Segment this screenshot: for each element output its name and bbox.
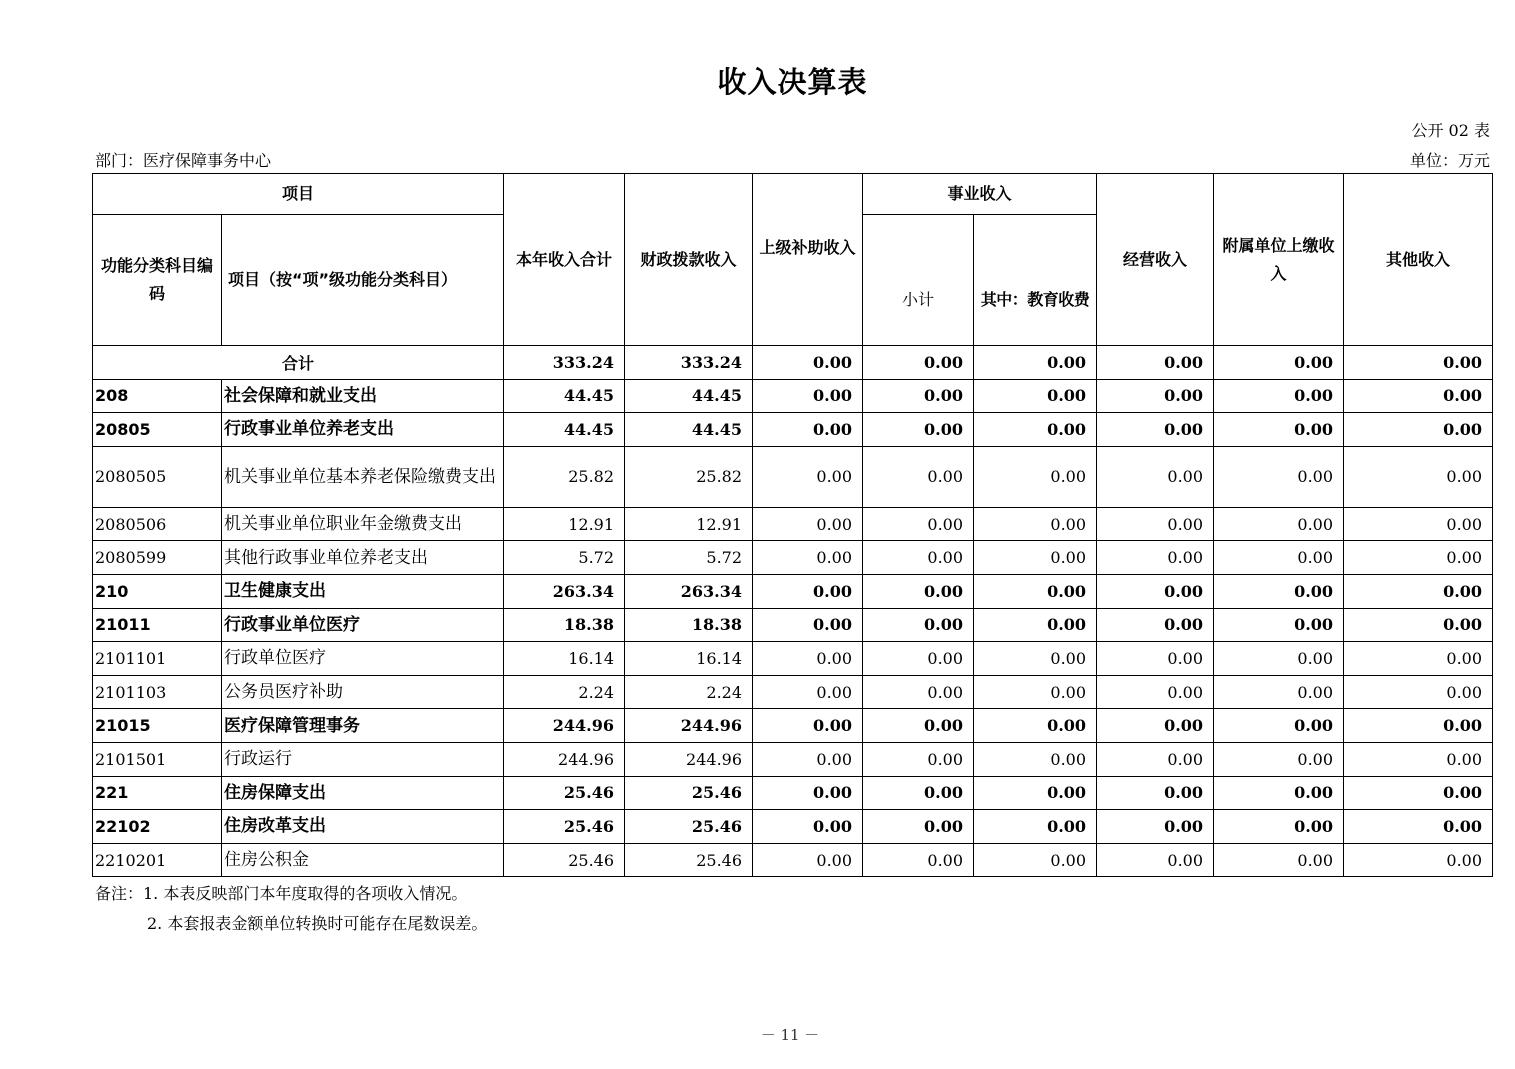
fiscal-cell: 44.45	[625, 413, 753, 447]
affiliated-cell: 0.00	[1214, 507, 1344, 541]
total-superior-subsidy-cell: 0.00	[753, 346, 863, 380]
operating-cell: 0.00	[1097, 675, 1214, 709]
fiscal-cell: 16.14	[625, 642, 753, 676]
table-row	[93, 810, 1493, 844]
header-education-fee: 其中：教育收费	[974, 215, 1097, 346]
code-cell: 208	[93, 379, 222, 413]
fiscal-cell: 25.46	[625, 776, 753, 810]
education-fee-cell: 0.00	[974, 574, 1097, 608]
affiliated-cell: 0.00	[1214, 541, 1344, 575]
other-cell: 0.00	[1344, 843, 1493, 877]
other-cell: 0.00	[1344, 709, 1493, 743]
superior-subsidy-cell: 0.00	[753, 574, 863, 608]
other-cell: 0.00	[1344, 675, 1493, 709]
fiscal-cell: 25.82	[625, 446, 753, 507]
subtotal-cell: 0.00	[863, 709, 974, 743]
fiscal-cell: 25.46	[625, 810, 753, 844]
education-fee-cell: 0.00	[974, 541, 1097, 575]
table-row	[93, 709, 1493, 743]
header-affiliated: 附属单位上缴收入	[1214, 174, 1344, 346]
code-cell: 2080599	[93, 541, 222, 575]
name-cell: 住房改革支出	[222, 810, 504, 844]
subtotal-cell: 0.00	[863, 608, 974, 642]
code-cell: 20805	[93, 413, 222, 447]
header-operating: 经营收入	[1097, 174, 1214, 346]
subtotal-cell: 0.00	[863, 843, 974, 877]
operating-cell: 0.00	[1097, 608, 1214, 642]
table-row	[93, 379, 1493, 413]
name-cell: 医疗保障管理事务	[222, 709, 504, 743]
header-name: 项目（按“项”级功能分类科目）	[222, 215, 504, 346]
fiscal-cell: 18.38	[625, 608, 753, 642]
total-affiliated-cell: 0.00	[1214, 346, 1344, 380]
fiscal-cell: 2.24	[625, 675, 753, 709]
fiscal-cell: 44.45	[625, 379, 753, 413]
code-cell: 2080505	[93, 446, 222, 507]
other-cell: 0.00	[1344, 642, 1493, 676]
fiscal-cell: 244.96	[625, 709, 753, 743]
subtotal-cell: 0.00	[863, 507, 974, 541]
subtotal-cell: 0.00	[863, 446, 974, 507]
subtotal-cell: 0.00	[863, 776, 974, 810]
table-row	[93, 541, 1493, 575]
header-total-income: 本年收入合计	[504, 174, 625, 346]
name-cell: 卫生健康支出	[222, 574, 504, 608]
fiscal-cell: 244.96	[625, 742, 753, 776]
subtotal-cell: 0.00	[863, 742, 974, 776]
fiscal-cell: 263.34	[625, 574, 753, 608]
education-fee-cell: 0.00	[974, 776, 1097, 810]
total-other-cell: 0.00	[1344, 346, 1493, 380]
other-cell: 0.00	[1344, 574, 1493, 608]
affiliated-cell: 0.00	[1214, 810, 1344, 844]
total-subtotal-cell: 0.00	[863, 346, 974, 380]
affiliated-cell: 0.00	[1214, 446, 1344, 507]
total-income-cell: 5.72	[504, 541, 625, 575]
header-item: 项目	[93, 174, 504, 215]
table-row	[93, 446, 1493, 507]
form-number: 公开 02 表	[1411, 121, 1490, 140]
total-income-cell: 25.46	[504, 810, 625, 844]
table-row	[93, 642, 1493, 676]
operating-cell: 0.00	[1097, 709, 1214, 743]
code-cell: 22102	[93, 810, 222, 844]
operating-cell: 0.00	[1097, 541, 1214, 575]
table-row	[93, 675, 1493, 709]
total-income-cell: 263.34	[504, 574, 625, 608]
education-fee-cell: 0.00	[974, 413, 1097, 447]
table-row	[93, 574, 1493, 608]
table-row	[93, 608, 1493, 642]
name-cell: 机关事业单位基本养老保险缴费支出	[222, 446, 504, 507]
code-cell: 21015	[93, 709, 222, 743]
name-cell: 行政事业单位养老支出	[222, 413, 504, 447]
subtotal-cell: 0.00	[863, 413, 974, 447]
code-cell: 2101101	[93, 642, 222, 676]
operating-cell: 0.00	[1097, 776, 1214, 810]
superior-subsidy-cell: 0.00	[753, 709, 863, 743]
superior-subsidy-cell: 0.00	[753, 608, 863, 642]
header-code: 功能分类科目编码	[93, 215, 222, 346]
table-row	[93, 742, 1493, 776]
name-cell: 行政单位医疗	[222, 642, 504, 676]
code-cell: 21011	[93, 608, 222, 642]
unit-label: 单位：万元	[1409, 151, 1490, 170]
subtotal-cell: 0.00	[863, 379, 974, 413]
education-fee-cell: 0.00	[974, 642, 1097, 676]
superior-subsidy-cell: 0.00	[753, 675, 863, 709]
operating-cell: 0.00	[1097, 379, 1214, 413]
operating-cell: 0.00	[1097, 507, 1214, 541]
other-cell: 0.00	[1344, 742, 1493, 776]
notes	[95, 879, 487, 939]
header-other: 其他收入	[1344, 174, 1493, 346]
name-cell: 住房公积金	[222, 843, 504, 877]
affiliated-cell: 0.00	[1214, 574, 1344, 608]
total-total-income-cell: 333.24	[504, 346, 625, 380]
header-row-1	[93, 174, 1493, 215]
header-business-income: 事业收入	[863, 174, 1097, 215]
education-fee-cell: 0.00	[974, 446, 1097, 507]
superior-subsidy-cell: 0.00	[753, 810, 863, 844]
subtotal-cell: 0.00	[863, 810, 974, 844]
superior-subsidy-cell: 0.00	[753, 776, 863, 810]
affiliated-cell: 0.00	[1214, 742, 1344, 776]
page-title: 收入决算表	[717, 65, 868, 99]
total-income-cell: 25.82	[504, 446, 625, 507]
education-fee-cell: 0.00	[974, 742, 1097, 776]
fiscal-cell: 25.46	[625, 843, 753, 877]
total-income-cell: 25.46	[504, 776, 625, 810]
superior-subsidy-cell: 0.00	[753, 379, 863, 413]
education-fee-cell: 0.00	[974, 379, 1097, 413]
code-cell: 2210201	[93, 843, 222, 877]
operating-cell: 0.00	[1097, 810, 1214, 844]
header-fiscal: 财政拨款收入	[625, 174, 753, 346]
total-income-cell: 18.38	[504, 608, 625, 642]
superior-subsidy-cell: 0.00	[753, 642, 863, 676]
name-cell: 社会保障和就业支出	[222, 379, 504, 413]
note-line-1: 备注：1. 本表反映部门本年度取得的各项收入情况。	[95, 884, 468, 903]
superior-subsidy-cell: 0.00	[753, 413, 863, 447]
education-fee-cell: 0.00	[974, 507, 1097, 541]
total-income-cell: 244.96	[504, 742, 625, 776]
superior-subsidy-cell: 0.00	[753, 843, 863, 877]
table-row	[93, 776, 1493, 810]
operating-cell: 0.00	[1097, 642, 1214, 676]
education-fee-cell: 0.00	[974, 608, 1097, 642]
superior-subsidy-cell: 0.00	[753, 507, 863, 541]
other-cell: 0.00	[1344, 507, 1493, 541]
total-income-cell: 44.45	[504, 413, 625, 447]
other-cell: 0.00	[1344, 413, 1493, 447]
affiliated-cell: 0.00	[1214, 413, 1344, 447]
affiliated-cell: 0.00	[1214, 642, 1344, 676]
code-cell: 2080506	[93, 507, 222, 541]
fiscal-cell: 5.72	[625, 541, 753, 575]
affiliated-cell: 0.00	[1214, 843, 1344, 877]
subtotal-cell: 0.00	[863, 574, 974, 608]
total-income-cell: 16.14	[504, 642, 625, 676]
header-superior-subsidy: 上级补助收入	[753, 174, 863, 346]
table-row	[93, 507, 1493, 541]
table-row	[93, 413, 1493, 447]
table-row	[93, 843, 1493, 877]
affiliated-cell: 0.00	[1214, 608, 1344, 642]
other-cell: 0.00	[1344, 446, 1493, 507]
affiliated-cell: 0.00	[1214, 709, 1344, 743]
name-cell: 行政运行	[222, 742, 504, 776]
affiliated-cell: 0.00	[1214, 675, 1344, 709]
total-income-cell: 12.91	[504, 507, 625, 541]
total-income-cell: 2.24	[504, 675, 625, 709]
other-cell: 0.00	[1344, 541, 1493, 575]
affiliated-cell: 0.00	[1214, 776, 1344, 810]
operating-cell: 0.00	[1097, 413, 1214, 447]
subtotal-cell: 0.00	[863, 541, 974, 575]
operating-cell: 0.00	[1097, 446, 1214, 507]
education-fee-cell: 0.00	[974, 675, 1097, 709]
total-education-fee-cell: 0.00	[974, 346, 1097, 380]
code-cell: 210	[93, 574, 222, 608]
total-fiscal-cell: 333.24	[625, 346, 753, 380]
total-label: 合计	[93, 346, 504, 380]
other-cell: 0.00	[1344, 776, 1493, 810]
education-fee-cell: 0.00	[974, 810, 1097, 844]
other-cell: 0.00	[1344, 810, 1493, 844]
page-number: － 11 －	[760, 1026, 820, 1044]
superior-subsidy-cell: 0.00	[753, 742, 863, 776]
subtotal-cell: 0.00	[863, 642, 974, 676]
department-label: 部门：医疗保障事务中心	[95, 151, 272, 170]
code-cell: 2101103	[93, 675, 222, 709]
total-income-cell: 244.96	[504, 709, 625, 743]
name-cell: 机关事业单位职业年金缴费支出	[222, 507, 504, 541]
superior-subsidy-cell: 0.00	[753, 446, 863, 507]
name-cell: 行政事业单位医疗	[222, 608, 504, 642]
other-cell: 0.00	[1344, 379, 1493, 413]
name-cell: 其他行政事业单位养老支出	[222, 541, 504, 575]
total-income-cell: 44.45	[504, 379, 625, 413]
subtotal-cell: 0.00	[863, 675, 974, 709]
operating-cell: 0.00	[1097, 742, 1214, 776]
other-cell: 0.00	[1344, 608, 1493, 642]
total-operating-cell: 0.00	[1097, 346, 1214, 380]
header-subtotal: 小计	[863, 215, 974, 346]
education-fee-cell: 0.00	[974, 843, 1097, 877]
income-table	[92, 173, 1493, 877]
name-cell: 公务员医疗补助	[222, 675, 504, 709]
operating-cell: 0.00	[1097, 843, 1214, 877]
code-cell: 221	[93, 776, 222, 810]
note-line-2: 2. 本套报表金额单位转换时可能存在尾数误差。	[147, 914, 488, 933]
code-cell: 2101501	[93, 742, 222, 776]
fiscal-cell: 12.91	[625, 507, 753, 541]
education-fee-cell: 0.00	[974, 709, 1097, 743]
total-income-cell: 25.46	[504, 843, 625, 877]
operating-cell: 0.00	[1097, 574, 1214, 608]
superior-subsidy-cell: 0.00	[753, 541, 863, 575]
affiliated-cell: 0.00	[1214, 379, 1344, 413]
name-cell: 住房保障支出	[222, 776, 504, 810]
total-row	[93, 346, 1493, 380]
